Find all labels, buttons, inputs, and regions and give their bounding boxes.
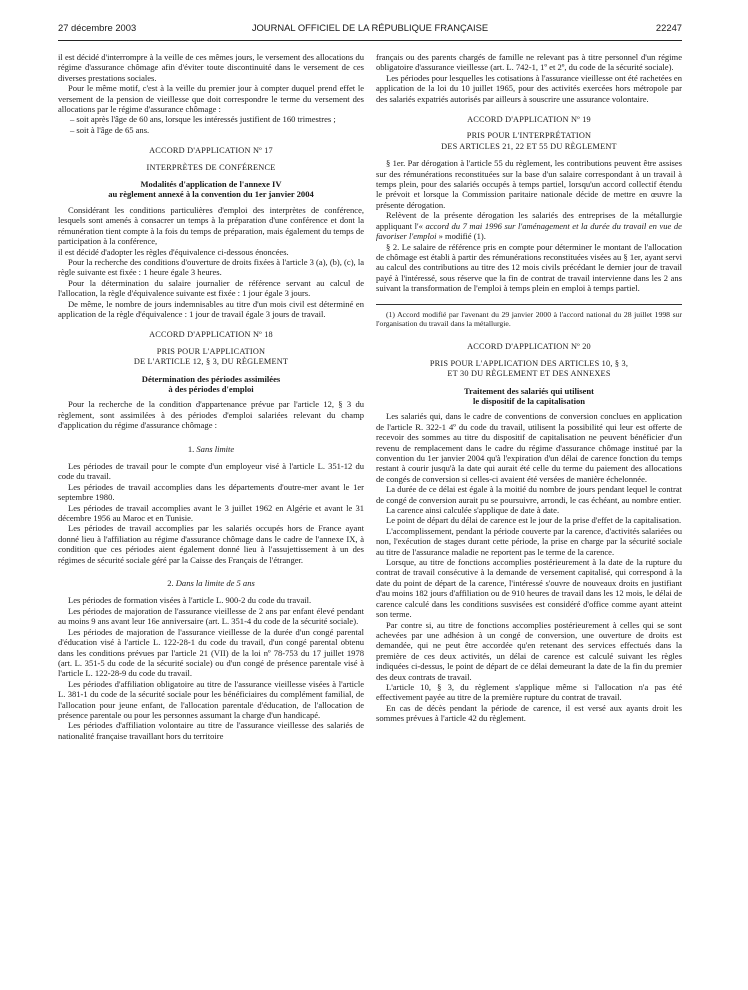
paragraph: § 1er. Par dérogation à l'article 55 du règlement, les contributions peuvent être assises sur des rémunérations reconstituées sur la base d'un salaire correspondant à un travail à temps plein, pour des salariés occupés à temps partiel, lorsqu'un accord collectif étendu le prévoit et lorsque la Commission paritaire nationale décide de mettre en œuvre la présente dérogation.: [376, 158, 682, 210]
paragraph: De même, le nombre de jours indemnisables au titre d'un mois civil est déterminé en application de la règle d'équivalence : 1 jour de travail égale 3 jours de travail.: [58, 298, 364, 319]
section-heading: [58, 578, 364, 588]
paragraph: Lorsque, au titre de fonctions accomplies postérieurement à la date de la rupture du contrat de travail consécutive à la demande de versement capitalisé, qui correspond à la date du point de départ de la carence, l'intéressé s'ouvre de nouveaux droits en justifiant d'au moins 182 jours d'affiliation ou de 910 heures de travail dans les 12 mois, le délai de carence calculé dans les conditions susvisées est considéré d'office comme ayant atteint son terme.: [376, 557, 682, 620]
italic-citation: accord du 7 mai 1996 sur l'aménagement et la durée du travail en vue de favoriser l'emploi: [376, 220, 682, 242]
accord-19-title: ACCORD D'APPLICATION Nº 19: [467, 115, 591, 125]
heading-line: Traitement des salariés qui utilisent: [464, 385, 594, 396]
accord-17-title: ACCORD D'APPLICATION Nº 17: [149, 146, 273, 156]
paragraph: il est décidé d'adopter les règles d'équivalence ci-dessous énoncées.: [58, 246, 289, 257]
paragraph: Pour le même motif, c'est à la veille du premier jour à compter duquel prend effet le versement de la pension de vieillesse que doit correspondre le terme du versement des allocations par le régime d'assurance chômage :: [58, 83, 364, 115]
paragraph: Par contre si, au titre de fonctions accomplies postérieurement à celles qui se sont achevées par une adhésion à un congé de conversion, une ouverture de droits est demandée, qui ne peut être accordée qu'en retenant des services effectués dans la première de ces deux activités, un délai de carence est calculé suivant les règles indiquées ci-dessus, le point de départ de ce délai demeurant la date de la fin du premier des deux contrats de travail.: [376, 619, 682, 682]
accord-18-title: ACCORD D'APPLICATION Nº 18: [149, 330, 273, 340]
heading-line: le dispositif de la capitalisation: [472, 395, 586, 406]
text-run: » modifié (1).: [436, 231, 486, 242]
paragraph: L'accomplissement, pendant la période couverte par la carence, d'activités salariées ou non, l'exécution de stages durant cette période, la prise en charge par la sécurité sociale au titre de l'assurance maladie ne reportent pas le terme de la carence.: [376, 525, 682, 557]
text-run: Relèvent de la présente dérogation les salariés des entreprises de la métallurgie appliquant l'«: [376, 210, 682, 231]
accord-20-heading: [376, 386, 682, 407]
section-title: Dans la limite de 5 ans: [175, 578, 255, 589]
accord-18-heading: [58, 374, 364, 395]
accord-18-subtitle: PRIS POUR L'APPLICATION: [156, 346, 266, 356]
paragraph: La carence ainsi calculée s'applique de date à date.: [386, 505, 560, 516]
paragraph: [376, 210, 682, 241]
accord-18-subtitle: DE L'ARTICLE 12, § 3, DU RÈGLEMENT: [133, 357, 289, 367]
section-number: 2.: [167, 578, 174, 589]
section-heading: [58, 444, 364, 454]
paragraph: français ou des parents chargés de famille ne relevant pas à titre personnel d'un régime obligatoire d'assurance vieillesse (art. L. 742-1, 1º et 2º, du code de la sécurité sociale).: [376, 52, 682, 73]
paragraph: il est décidé d'interrompre à la veille de ces mêmes jours, le versement des allocations du régime d'assurance chômage afin d'éviter toute discontinuité dans le versement de ces diverses prestations sociales.: [58, 52, 364, 83]
paragraph: Pour la recherche des conditions d'ouverture de droits fixées à l'article 3 (a), (b), (c), la règle suivante est fixée : 1 heure égale 3 heures.: [58, 256, 364, 278]
page-number: 22247: [655, 22, 682, 33]
section-title: Sans limite: [196, 443, 235, 454]
paragraph: Les périodes d'affiliation obligatoire au titre de l'assurance vieillesse visées à l'article L. 381-1 du code de la sécurité sociale pour les bénéficiaires du complément familial, de l'allocation pour jeune enfant, de l'allocation parentale d'éducation, de l'allocation de présence parentale ou pour les personnes assumant la charge d'un handicapé.: [58, 678, 364, 720]
accord-20-title: ACCORD D'APPLICATION Nº 20: [467, 342, 591, 352]
paragraph: En cas de décès pendant la période de carence, il est versé aux ayants droit les sommes prévues à l'article 42 du règlement.: [376, 702, 682, 724]
footnote: (1) Accord modifié par l'avenant du 29 janvier 2000 à l'accord national du 28 juillet 1998 sur l'organisation du travail dans la métallurgie.: [376, 309, 682, 328]
accord-17-subtitle: INTERPRÈTES DE CONFÉRENCE: [146, 162, 276, 172]
header-date: 27 décembre 2003: [58, 22, 137, 33]
list-item: – soit à l'âge de 65 ans.: [70, 124, 150, 135]
paragraph: Le point de départ du délai de carence est le jour de la prise d'effet de la capitalisation.: [386, 515, 682, 526]
paragraph: Pour la recherche de la condition d'appartenance prévue par l'article 12, § 3 du règlement, sont assimilées à des périodes d'emploi salariées relevant du champ d'application du régime d'assurance chômage :: [58, 399, 364, 431]
paragraph: Les périodes de formation visées à l'article L. 900-2 du code du travail.: [68, 595, 312, 606]
section-number: 1.: [187, 443, 195, 454]
paragraph: L'article 10, § 3, du règlement s'applique même si l'allocation n'a pas été effectivement payée au titre de la première rupture du contrat de travail.: [376, 681, 682, 703]
accord-20-subtitle: ET 30 DU RÈGLEMENT ET DES ANNEXES: [447, 369, 611, 379]
accord-20-subtitle: PRIS POUR L'APPLICATION DES ARTICLES 10, § 3,: [429, 358, 629, 368]
paragraph: Les périodes d'affiliation volontaire au titre de l'assurance vieillesse des salariés de nationalité française travaillant hors du territoire: [58, 720, 364, 741]
paragraph: Les périodes de travail pour le compte d'un employeur visé à l'article L. 351-12 du code du travail.: [58, 461, 364, 482]
paragraph: § 2. Le salaire de référence pris en compte pour déterminer le montant de l'allocation de chômage est établi à partir des rémunérations reconstituées visées au § 1er, ayant servi au calcul des contributions au titre des 12 mois civils précédant le dernier jour de travail payé à l'intéressé, sous réserve que la fin de contrat de travail intervienne dans les 2 ans suivant la transformation de l'emploi à temps plein en emploi à temps partiel.: [376, 241, 682, 294]
paragraph: La durée de ce délai est égale à la moitié du nombre de jours pendant lequel le contrat de congé de conversion aurait pu se poursuivre, arrondi, le cas échéant, au nombre entier.: [376, 484, 682, 505]
left-column: [58, 52, 364, 741]
list-item: – soit après l'âge de 60 ans, lorsque les intéressés justifient de 160 trimestres ;: [70, 114, 336, 125]
paragraph: Les périodes de travail accomplies dans les départements d'outre-mer avant le 1er septembre 1980.: [58, 481, 364, 503]
paragraph: Pour la détermination du salaire journalier de référence servant au calcul de l'allocation, la règle d'équivalence suivante est fixée : 1 jour égale 3 jours.: [58, 277, 364, 299]
paragraph: Les périodes de travail accomplies par les salariés occupés hors de France ayant donné lieu à l'affiliation au régime d'assurance chômage dans le cadre de l'annexe IX, à condition que ces périodes aient également donné lieu à l'assujettissement à un des régimes de sécurité sociale géré par la Caisse des Français de l'étranger.: [58, 523, 364, 565]
journal-title: JOURNAL OFFICIEL DE LA RÉPUBLIQUE FRANÇAISE: [251, 22, 489, 33]
paragraph: Les périodes de majoration de l'assurance vieillesse de 2 ans par enfant élevé pendant au moins 9 ans avant leur 16e anniversaire (art. L. 351-4 du code de la sécurité sociale).: [58, 605, 364, 627]
paragraph: Les périodes de majoration de l'assurance vieillesse de la durée d'un congé parental d'éducation visé à l'article L. 122-28-1 du code du travail, d'un congé parental obtenu dans les conditions prévues par l'article 21 (VII) de la loi nº 78-753 du 17 juillet 1978 (art. L. 351-5 du code de la sécurité sociale) ou d'un congé de présence parentale visé à l'article L. 122-28-9 du code du travail.: [58, 626, 364, 679]
footnote-divider: [376, 304, 682, 305]
accord-19-subtitle: DES ARTICLES 21, 22 ET 55 DU RÈGLEMENT: [441, 141, 617, 151]
paragraph: Considérant les conditions particulières d'emploi des interprètes de conférence, lesquels sont amenés à consacrer un temps à la préparation d'une conférence et dont la rémunération tient compte à la fois du temps de préparation, mais également du temps de participation à la conférence,: [58, 204, 364, 247]
accord-17-heading: [58, 179, 364, 200]
heading-line: Modalités d'application de l'annexe IV: [140, 179, 282, 190]
paragraph: Les périodes de travail accomplies avant le 3 juillet 1962 en Algérie et avant le 31 décembre 1956 au Maroc et en Tunisie.: [58, 502, 364, 524]
right-column: [376, 52, 682, 724]
heading-line: au règlement annexé à la convention du 1er janvier 2004: [108, 189, 314, 200]
heading-line: Détermination des périodes assimilées: [141, 373, 281, 384]
paragraph: Les périodes pour lesquelles les cotisations à l'assurance vieillesse ont été rachetées en application de la loi du 10 juillet 1965, pour des activités exercées hors métropole par des salariés expatriés autorisés par ailleurs à souscrire une assurance volontaire.: [376, 72, 682, 104]
heading-line: à des périodes d'emploi: [168, 383, 254, 394]
page-header: [58, 22, 682, 41]
paragraph: Les salariés qui, dans le cadre de conventions de conversion conclues en application de l'article R. 322-1 4º du code du travail, utilisent la possibilité qui leur est offerte de recevoir des sommes au titre du dispositif de capitalisation ne peuvent bénéficier d'un revenu de remplacement dans le cadre du régime d'assurance chômage institué par la convention du 1er janvier 2004 qu'à l'expiration d'un délai de carence fonction du temps restant à courir jusqu'à la date qui aurait été celle du terme du paiement des allocations de congés de conversion si celles-ci avaient été versées de manière échelonnée.: [376, 411, 682, 484]
accord-19-subtitle: PRIS POUR L'INTERPRÉTATION: [466, 131, 592, 141]
